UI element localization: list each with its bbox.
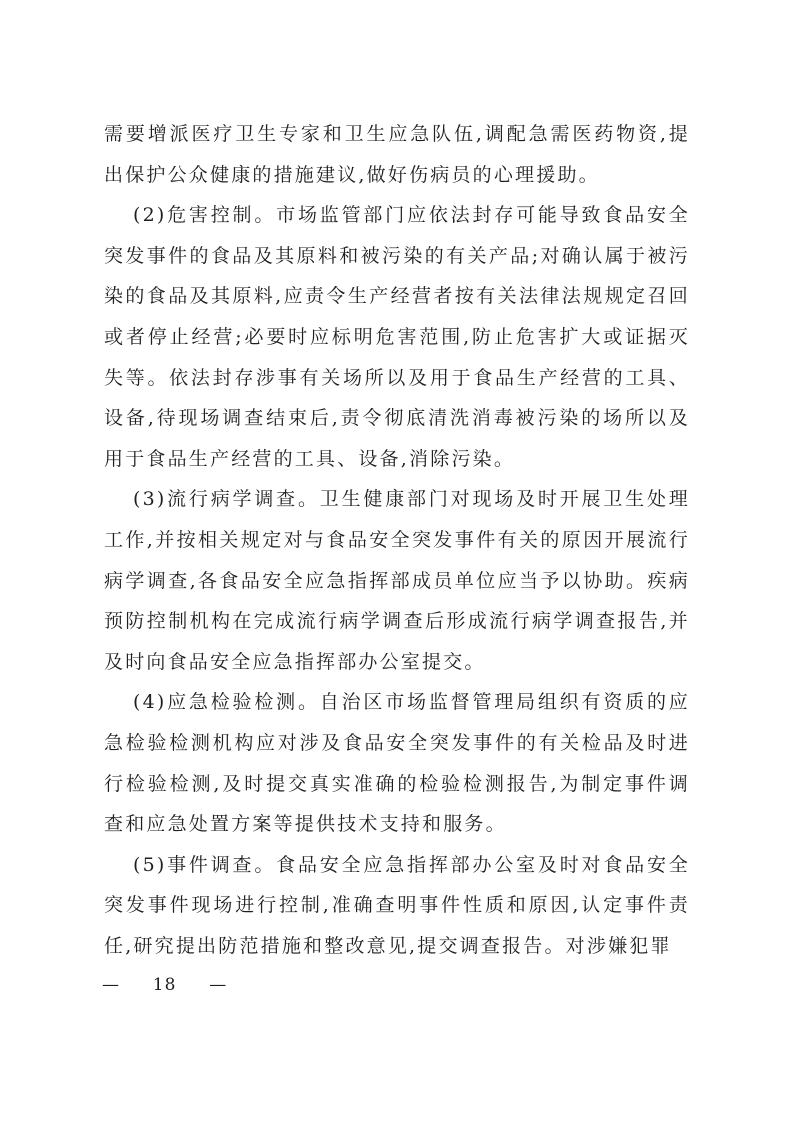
paragraph-continuation: 需要增派医疗卫生专家和卫生应急队伍,调配急需医药物资,提出保护公众健康的措施建议,做好伤病员的心理援助。 [104,123,690,186]
paragraph-epidemiological-investigation: (3)流行病学调查。卫生健康部门对现场及时开展卫生处理工作,并按相关规定对与食品安全突发事件有关的原因开展流行病学调查,各食品安全应急指挥部成员单位应当予以协助。疾病预防控制机构在完成流行病学调查后形成流行病学调查报告,并及时向食品安全应急指挥部办公室提交。 [104,488,690,673]
paragraph-emergency-testing: (4)应急检验检测。自治区市场监督管理局组织有资质的应急检验检测机构应对涉及食品安全突发事件的有关检品及时进行检验检测,及时提交真实准确的检验检测报告,为制定事件调查和应急处置方案等提供技术支持和服务。 [104,691,690,836]
text-block [104,114,690,966]
paragraph-hazard-control: (2)危害控制。市场监管部门应依法封存可能导致食品安全突发事件的食品及其原料和被污染的有关产品;对确认属于被污染的食品及其原料,应责令生产经营者按有关法律法规规定召回或者停止经营;必要时应标明危害范围,防止危害扩大或证据灭失等。依法封存涉事有关场所以及用于食品生产经营的工具、设备,待现场调查结束后,责令彻底清洗消毒被污染的场所以及用于食品生产经营的工具、设备,消除污染。 [104,204,690,470]
paragraph-incident-investigation: (5)事件调查。食品安全应急指挥部办公室及时对食品安全突发事件现场进行控制,准确查明事件性质和原因,认定事件责任,研究提出防范措施和整改意见,提交调查报告。对涉嫌犯罪 [104,853,690,957]
page-number: — 18 — [102,975,228,995]
